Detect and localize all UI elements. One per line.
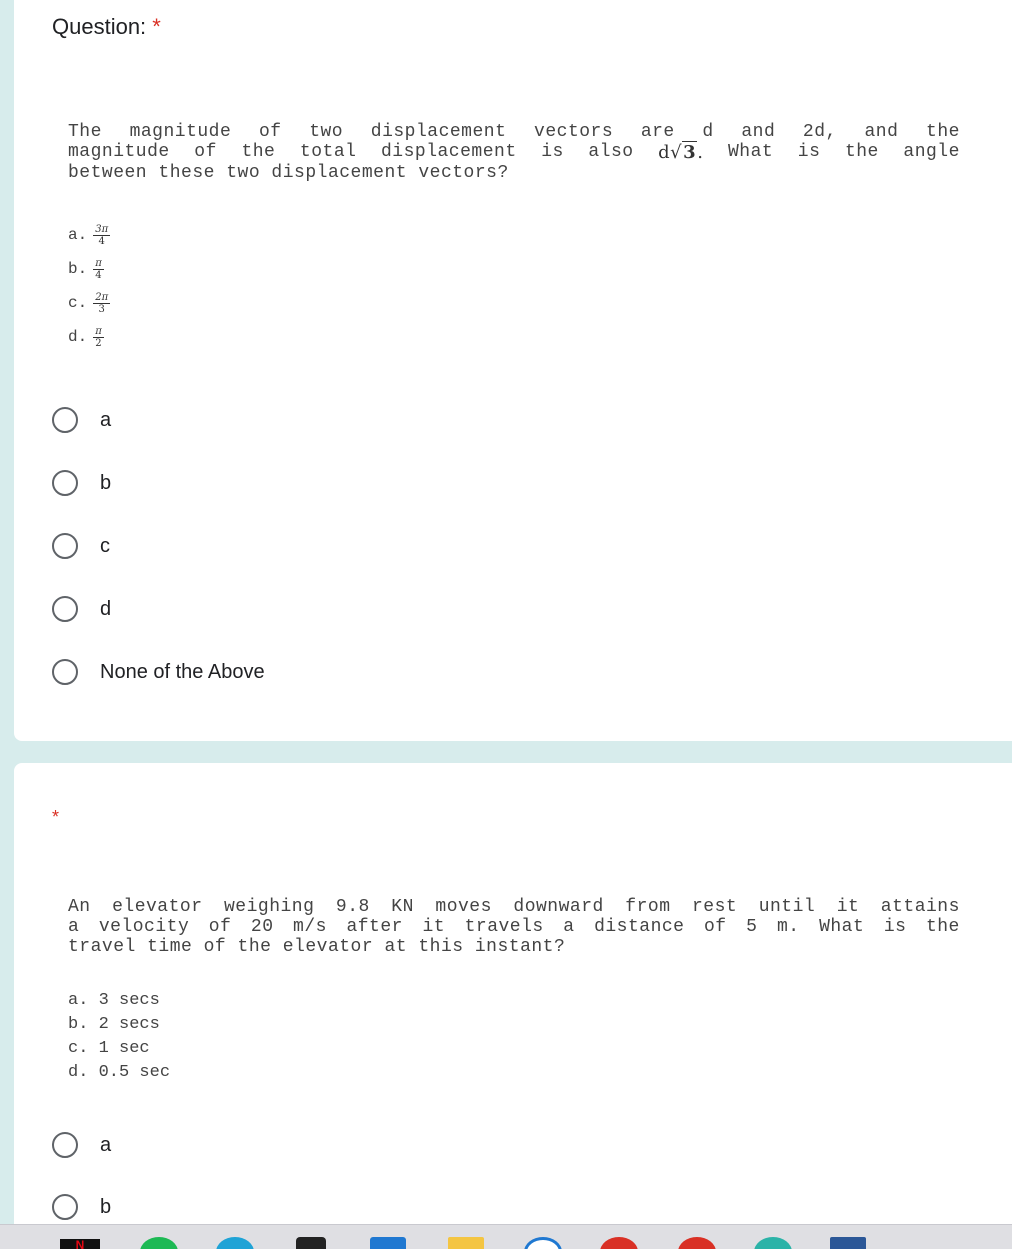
radio-label: d bbox=[100, 597, 112, 620]
body-word: of bbox=[258, 122, 282, 142]
choice-list bbox=[68, 989, 170, 1085]
question-title-text: Question: bbox=[52, 14, 147, 39]
radio-button[interactable] bbox=[52, 596, 78, 622]
question-body bbox=[68, 897, 960, 957]
radio-label: c bbox=[100, 534, 110, 557]
choice-letter: b. bbox=[68, 1015, 89, 1034]
body-word: rest bbox=[692, 897, 738, 917]
required-asterisk: * bbox=[52, 807, 60, 827]
body-word: m. bbox=[776, 917, 800, 937]
question-body-line-1 bbox=[68, 122, 960, 142]
fraction-denominator: 4 bbox=[98, 235, 105, 247]
radio-button[interactable] bbox=[52, 659, 78, 685]
choice-letter: d. bbox=[68, 1063, 89, 1082]
radio-label: b bbox=[100, 471, 112, 494]
body-word: a bbox=[68, 917, 80, 937]
body-word: from bbox=[625, 897, 671, 917]
radio-label: a bbox=[100, 408, 112, 431]
body-word: the bbox=[844, 142, 879, 162]
body-word: 5 bbox=[746, 917, 758, 937]
body-word: displacement bbox=[370, 122, 507, 142]
required-asterisk: * bbox=[152, 14, 161, 39]
choice-letter: a. bbox=[68, 226, 88, 244]
body-word: moves bbox=[435, 897, 492, 917]
choice-item bbox=[68, 286, 110, 320]
choice-text: 3 secs bbox=[88, 991, 160, 1010]
question-title bbox=[52, 803, 59, 829]
choice-fraction bbox=[93, 224, 110, 247]
body-word: An bbox=[68, 897, 91, 917]
radio-option[interactable] bbox=[52, 463, 111, 503]
record-icon[interactable] bbox=[678, 1237, 716, 1249]
choice-letter: c. bbox=[68, 294, 88, 312]
fraction-numerator: π bbox=[95, 325, 102, 337]
question-body-line-1 bbox=[68, 897, 960, 917]
radio-label: None of the Above bbox=[100, 660, 265, 683]
choice-fraction bbox=[93, 292, 110, 315]
body-word: and bbox=[741, 122, 776, 142]
radio-option[interactable] bbox=[52, 526, 110, 566]
body-word: elevator bbox=[112, 897, 203, 917]
body-word: d bbox=[702, 122, 714, 142]
body-word: the bbox=[926, 122, 960, 142]
choice-text: 1 sec bbox=[88, 1039, 150, 1058]
radio-option[interactable] bbox=[52, 652, 265, 692]
body-word: vectors bbox=[534, 122, 614, 142]
radio-button[interactable] bbox=[52, 1132, 78, 1158]
radio-button[interactable] bbox=[52, 1194, 78, 1220]
fraction-denominator: 4 bbox=[95, 269, 102, 281]
radio-option[interactable] bbox=[52, 1187, 111, 1227]
sqrt-expression bbox=[658, 142, 703, 163]
body-word: two bbox=[309, 122, 344, 142]
body-word: angle bbox=[903, 142, 960, 162]
radio-button[interactable] bbox=[52, 470, 78, 496]
app-icon[interactable] bbox=[754, 1237, 792, 1249]
body-word: travels bbox=[464, 917, 544, 937]
body-word: 20 bbox=[250, 917, 274, 937]
radio-button[interactable] bbox=[52, 533, 78, 559]
choice-letter: b. bbox=[68, 260, 88, 278]
question-card-2 bbox=[14, 763, 1012, 1233]
body-word: attains bbox=[880, 897, 960, 917]
question-body bbox=[68, 122, 960, 183]
choice-fraction bbox=[93, 326, 104, 349]
choice-item bbox=[68, 252, 110, 286]
body-word: it bbox=[836, 897, 860, 917]
choice-item bbox=[68, 1061, 170, 1085]
choice-text: 0.5 sec bbox=[88, 1063, 171, 1082]
body-word: magnitude bbox=[129, 122, 232, 142]
store-icon[interactable] bbox=[370, 1237, 406, 1249]
choice-item bbox=[68, 320, 110, 354]
chrome-icon[interactable] bbox=[600, 1237, 638, 1249]
choice-item bbox=[68, 218, 110, 252]
radio-button[interactable] bbox=[52, 407, 78, 433]
question-card-1 bbox=[14, 0, 1012, 741]
body-word: the bbox=[925, 917, 960, 937]
body-word: of bbox=[194, 142, 217, 162]
body-word: distance bbox=[594, 917, 685, 937]
sqrt-suffix: . bbox=[697, 142, 704, 163]
choice-item bbox=[68, 989, 170, 1013]
sqrt-radicand: 3 bbox=[683, 142, 697, 163]
sqrt-sign: √ bbox=[670, 142, 683, 163]
choice-item bbox=[68, 1037, 170, 1061]
question-body-line-2 bbox=[68, 142, 960, 163]
choice-letter: d. bbox=[68, 328, 88, 346]
body-word: after bbox=[346, 917, 403, 937]
question-body-line-3: travel time of the elevator at this instant? bbox=[68, 937, 566, 957]
body-word: a bbox=[563, 917, 575, 937]
fraction-numerator: π bbox=[95, 257, 102, 269]
choice-list bbox=[68, 218, 110, 354]
body-word: of bbox=[208, 917, 232, 937]
radio-label: a bbox=[100, 1133, 112, 1156]
choice-item bbox=[68, 1013, 170, 1037]
body-word: 9.8 bbox=[335, 897, 370, 917]
body-word: 2d, bbox=[802, 122, 837, 142]
body-word: total bbox=[299, 142, 357, 162]
body-word: downward bbox=[513, 897, 604, 917]
sqrt-prefix: d bbox=[658, 142, 671, 163]
fraction-numerator: 2π bbox=[95, 291, 109, 303]
edge-icon[interactable] bbox=[216, 1237, 254, 1249]
app-icon[interactable] bbox=[296, 1237, 326, 1249]
word-icon[interactable] bbox=[830, 1237, 866, 1249]
choice-letter: a. bbox=[68, 991, 89, 1010]
choice-fraction bbox=[93, 258, 104, 281]
body-word: The bbox=[68, 122, 102, 142]
body-word: velocity bbox=[98, 917, 190, 937]
netflix-label: N bbox=[75, 1238, 85, 1249]
choice-letter: c. bbox=[68, 1039, 89, 1058]
body-word: is bbox=[797, 142, 821, 162]
fraction-denominator: 2 bbox=[95, 337, 102, 349]
body-word: is bbox=[541, 142, 564, 162]
question-body-line-3: between these two displacement vectors? bbox=[68, 163, 509, 183]
body-word: are bbox=[640, 122, 675, 142]
radio-label: b bbox=[100, 1195, 112, 1218]
body-word: until bbox=[758, 897, 816, 917]
body-word: the bbox=[241, 142, 276, 162]
folder-icon[interactable] bbox=[448, 1237, 484, 1249]
body-word: weighing bbox=[224, 897, 315, 917]
body-word: and bbox=[864, 122, 899, 142]
body-word: magnitude bbox=[68, 142, 170, 162]
body-word: displacement bbox=[381, 142, 517, 162]
taskbar bbox=[0, 1224, 1012, 1249]
body-word: of bbox=[704, 917, 727, 937]
body-word: KN bbox=[391, 897, 414, 917]
radio-option[interactable] bbox=[52, 1125, 111, 1165]
body-word: also bbox=[588, 142, 634, 162]
choice-text: 2 secs bbox=[88, 1015, 160, 1034]
body-word: is bbox=[883, 917, 907, 937]
question-title bbox=[52, 14, 161, 40]
radio-option[interactable] bbox=[52, 589, 111, 629]
body-word: What bbox=[727, 142, 774, 162]
fraction-numerator: 3π bbox=[95, 223, 109, 235]
body-word: it bbox=[422, 917, 446, 937]
spotify-icon[interactable] bbox=[140, 1237, 178, 1249]
body-word: What bbox=[819, 917, 865, 937]
question-body-line-2 bbox=[68, 917, 960, 937]
radio-option[interactable] bbox=[52, 400, 111, 440]
fraction-denominator: 3 bbox=[98, 303, 105, 315]
body-word: m/s bbox=[293, 917, 327, 937]
cortana-icon[interactable] bbox=[524, 1237, 562, 1249]
